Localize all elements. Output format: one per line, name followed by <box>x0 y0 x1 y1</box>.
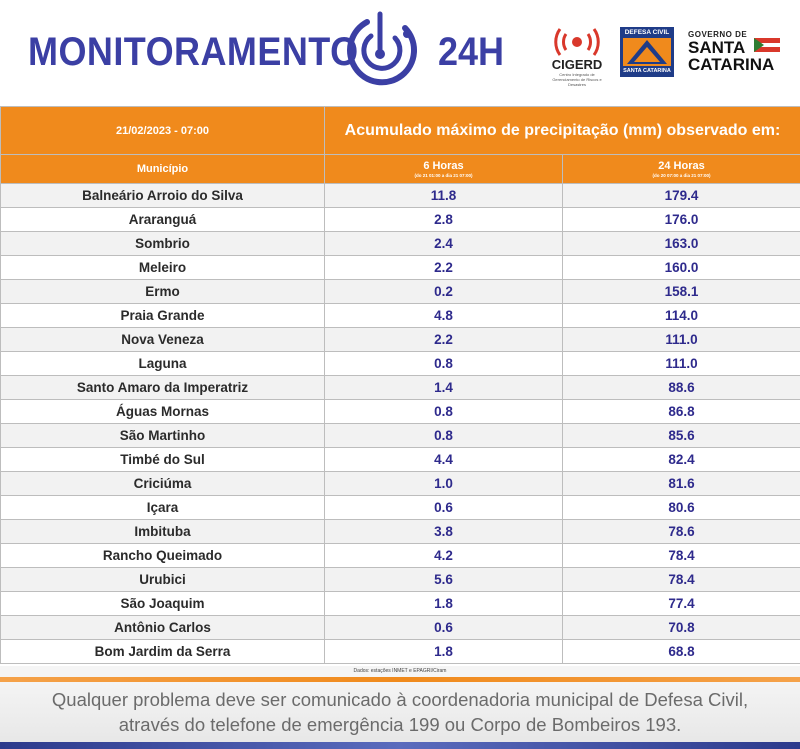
value-24h-cell: 111.0 <box>563 328 800 352</box>
col-6h-label: 6 Horas <box>423 160 464 172</box>
value-6h-cell: 1.4 <box>325 376 563 400</box>
municipio-cell: Praia Grande <box>1 304 325 328</box>
municipio-cell: Urubici <box>1 568 325 592</box>
table-body <box>1 184 800 664</box>
source-note: Dados: estações INMET e EPAGRI/Ciram <box>0 666 800 677</box>
table-row <box>1 616 800 640</box>
governo-sc-logo <box>688 30 788 73</box>
municipio-cell: Santo Amaro da Imperatriz <box>1 376 325 400</box>
municipio-cell: Imbituba <box>1 520 325 544</box>
value-24h-cell: 176.0 <box>563 208 800 232</box>
defesa-civil-label: DEFESA CIVIL <box>624 29 670 36</box>
column-header-municipio <box>1 155 325 184</box>
table-row <box>1 472 800 496</box>
table-row <box>1 592 800 616</box>
santa-label: SANTA <box>688 38 746 57</box>
value-6h-cell: 4.2 <box>325 544 563 568</box>
col-24h-label: 24 Horas <box>658 160 705 172</box>
value-6h-cell: 1.8 <box>325 592 563 616</box>
municipio-cell: Ermo <box>1 280 325 304</box>
footer-line-1: Qualquer problema deve ser comunicado à coordenadoria municipal de Defesa Civil, <box>51 689 749 710</box>
municipio-cell: Rancho Queimado <box>1 544 325 568</box>
value-6h-cell: 1.0 <box>325 472 563 496</box>
sc-flag-icon <box>754 38 780 52</box>
table-row <box>1 544 800 568</box>
value-24h-cell: 70.8 <box>563 616 800 640</box>
municipio-cell: Araranguá <box>1 208 325 232</box>
value-6h-cell: 1.8 <box>325 640 563 664</box>
table-row <box>1 184 800 208</box>
table-row <box>1 640 800 664</box>
column-header-6h <box>325 155 563 184</box>
footer <box>0 682 800 749</box>
col-6h-range: (do 21 01:00 a dia 21 07:00) <box>414 173 473 178</box>
column-header-24h <box>563 155 800 184</box>
table-row <box>1 376 800 400</box>
column-header-row <box>1 155 800 184</box>
table-row <box>1 352 800 376</box>
table-row <box>1 424 800 448</box>
table-row <box>1 400 800 424</box>
municipio-cell: São Joaquim <box>1 592 325 616</box>
value-6h-cell: 0.6 <box>325 496 563 520</box>
municipio-cell: Bom Jardim da Serra <box>1 640 325 664</box>
municipio-cell: São Martinho <box>1 424 325 448</box>
catarina-label: CATARINA <box>688 55 775 74</box>
value-6h-cell: 0.8 <box>325 352 563 376</box>
value-24h-cell: 85.6 <box>563 424 800 448</box>
table-title: Acumulado máximo de precipitação (mm) observado em: <box>325 107 800 155</box>
table-row <box>1 280 800 304</box>
municipio-label: Município <box>136 163 189 175</box>
municipio-cell: Criciúma <box>1 472 325 496</box>
value-6h-cell: 4.4 <box>325 448 563 472</box>
value-6h-cell: 5.6 <box>325 568 563 592</box>
value-6h-cell: 2.4 <box>325 232 563 256</box>
value-6h-cell: 2.8 <box>325 208 563 232</box>
value-24h-cell: 80.6 <box>563 496 800 520</box>
value-24h-cell: 158.1 <box>563 280 800 304</box>
value-24h-cell: 86.8 <box>563 400 800 424</box>
value-6h-cell: 11.8 <box>325 184 563 208</box>
table-row <box>1 328 800 352</box>
value-6h-cell: 2.2 <box>325 256 563 280</box>
table-row <box>1 520 800 544</box>
municipio-cell: Balneário Arroio do Silva <box>1 184 325 208</box>
table-row <box>1 232 800 256</box>
value-24h-cell: 77.4 <box>563 592 800 616</box>
value-24h-cell: 111.0 <box>563 352 800 376</box>
footer-text <box>0 687 800 737</box>
table-row <box>1 568 800 592</box>
value-24h-cell: 160.0 <box>563 256 800 280</box>
value-24h-cell: 163.0 <box>563 232 800 256</box>
value-6h-cell: 0.8 <box>325 400 563 424</box>
table-row <box>1 304 800 328</box>
value-6h-cell: 4.8 <box>325 304 563 328</box>
col-24h-range: (do 20 07:00 a dia 21 07:00) <box>652 173 711 178</box>
cigerd-signal-icon <box>546 24 608 58</box>
defesa-civil-logo <box>620 27 674 77</box>
governo-label: GOVERNO DE <box>688 30 748 39</box>
footer-line-2: através do telefone de emergência 199 ou Corpo de Bombeiros 193. <box>118 714 682 735</box>
cigerd-subtitle: Centro Integrado de Gerenciamento de Riscos e Desastres <box>552 72 602 87</box>
value-24h-cell: 114.0 <box>563 304 800 328</box>
value-24h-cell: 68.8 <box>563 640 800 664</box>
municipio-cell: Águas Mornas <box>1 400 325 424</box>
municipio-cell: Nova Veneza <box>1 328 325 352</box>
defesa-state-label: SANTA CATARINA <box>623 68 671 74</box>
municipio-cell: Meleiro <box>1 256 325 280</box>
blue-divider <box>0 742 800 749</box>
radar-logo-icon <box>343 10 421 90</box>
value-24h-cell: 82.4 <box>563 448 800 472</box>
precipitation-table <box>0 106 800 664</box>
table-row <box>1 496 800 520</box>
value-6h-cell: 0.6 <box>325 616 563 640</box>
header <box>0 0 800 107</box>
brand-24h: 24H <box>438 30 505 74</box>
cigerd-label: CIGERD <box>551 57 603 72</box>
value-24h-cell: 78.4 <box>563 568 800 592</box>
cigerd-logo <box>546 24 608 87</box>
value-6h-cell: 3.8 <box>325 520 563 544</box>
table-header-row <box>1 107 800 155</box>
municipio-cell: Laguna <box>1 352 325 376</box>
municipio-cell: Sombrio <box>1 232 325 256</box>
municipio-cell: Antônio Carlos <box>1 616 325 640</box>
brand-title: MONITORAMENTO <box>28 30 359 74</box>
value-24h-cell: 78.6 <box>563 520 800 544</box>
table-row <box>1 256 800 280</box>
value-24h-cell: 81.6 <box>563 472 800 496</box>
table-row <box>1 448 800 472</box>
value-24h-cell: 179.4 <box>563 184 800 208</box>
value-24h-cell: 78.4 <box>563 544 800 568</box>
municipio-cell: Içara <box>1 496 325 520</box>
report-date: 21/02/2023 - 07:00 <box>1 107 325 155</box>
value-24h-cell: 88.6 <box>563 376 800 400</box>
value-6h-cell: 2.2 <box>325 328 563 352</box>
table-row <box>1 208 800 232</box>
municipio-cell: Timbé do Sul <box>1 448 325 472</box>
value-6h-cell: 0.2 <box>325 280 563 304</box>
value-6h-cell: 0.8 <box>325 424 563 448</box>
